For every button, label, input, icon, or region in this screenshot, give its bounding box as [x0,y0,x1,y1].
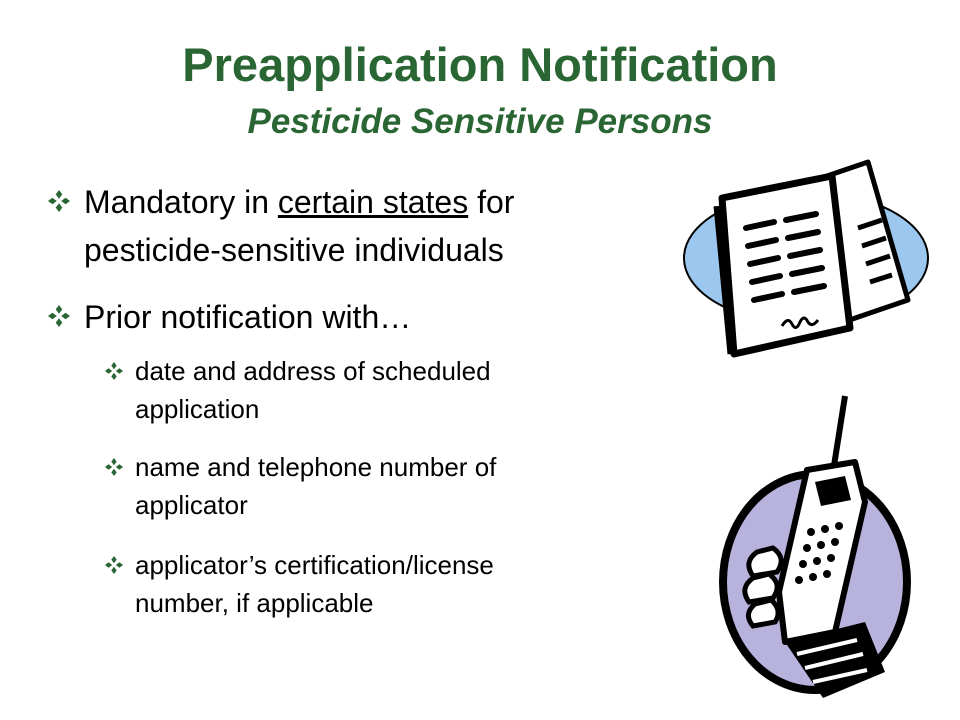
sub-bullet-date-address [105,352,665,428]
sub-bullet-name-phone [105,448,665,524]
sub-bullet-text [135,448,496,524]
sub-bullet-text [135,546,494,622]
documents-clipart-icon [682,158,930,358]
sub-bullet-line2: applicator [135,490,248,520]
phone-clipart-icon [715,392,915,698]
sub-bullet-text [135,352,491,428]
slide-subtitle: Pesticide Sensitive Persons [247,102,713,141]
slide-title: Preapplication Notification [182,38,778,91]
bullet-text-part: for [468,184,515,220]
sub-bullet-line1: date and address of scheduled [135,356,491,386]
diamond-bullet-icon [48,190,70,212]
bullet-prior-notification [48,293,668,341]
sub-bullet-line2: number, if applicable [135,588,374,618]
diamond-bullet-icon [105,458,123,476]
diamond-bullet-icon [48,305,70,327]
sub-bullet-line2: application [135,394,260,424]
bullet-mandatory [48,178,668,274]
certain-states-link[interactable]: certain states [277,184,469,220]
sub-bullet-line1: name and telephone number of [135,452,497,482]
diamond-bullet-icon [105,362,123,380]
bullet-text-part: Mandatory in [84,184,278,220]
bullet-text-line2: pesticide-sensitive individuals [84,232,504,268]
sub-bullet-line1: applicator’s certification/license [135,550,494,580]
bullet-text: Prior notification with… [84,299,412,335]
bullet-text [84,178,514,274]
sub-bullet-certification [105,546,665,622]
diamond-bullet-icon [105,556,123,574]
